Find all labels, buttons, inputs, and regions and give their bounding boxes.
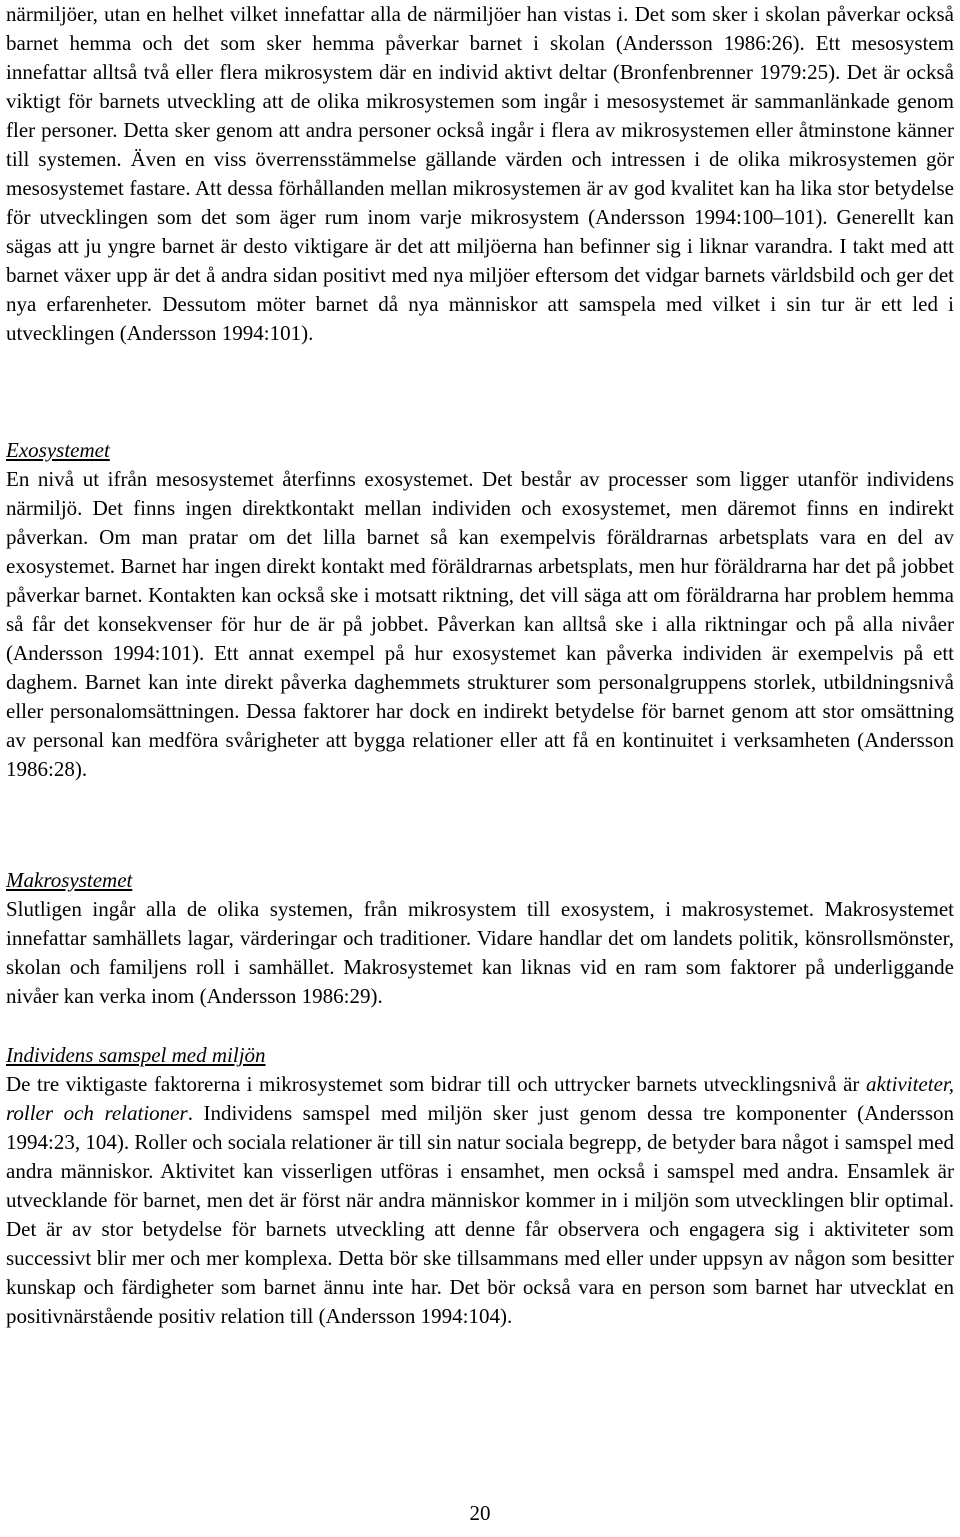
section-heading-individens-samspel: Individens samspel med miljön <box>6 1043 266 1067</box>
section-text-exosystemet: En nivå ut ifrån mesosystemet återfinns exosystemet. Det består av processer som ligger utanför individens närmiljö. Det finns ingen direktkontakt mellan individen och exosystemet, men däremot finns en indirekt påverkan. Om man pratar om det lilla barnet så kan exempelvis föräldrarnas arbetsplats vara en del av exosystemet. Barnet har ingen direkt kontakt med föräldrarnas arbetsplats, men hur föräldrarna har det på jobbet påverkar barnet. Kontakten kan också ske i motsatt riktning, det vill säga att om föräldrarna har problem hemma så får det konsekvenser för hur de är på jobbet. Påverkan kan alltså ske i alla riktningar och på alla nivåer (Andersson 1994:101). Ett annat exempel på hur exosystemet kan påverka individen är exempelvis på ett daghem. Barnet kan inte direkt påverka daghemmets strukturer som personalgruppens storlek, utbildningsnivå eller personalomsättningen. Dessa faktorer har dock en indirekt betydelse för barnet genom att stor omsättning av personal kan medföra svårigheter att bygga relationer eller att få en kontinuitet i verksamheten (Andersson 1986:28). <box>6 467 954 781</box>
text-before-emphasis: De tre viktigaste faktorerna i mikrosystemet som bidrar till och uttrycker barnets utvecklingsnivå är <box>6 1072 866 1096</box>
section-individens-samspel <box>6 1041 954 1331</box>
section-text-makrosystemet: Slutligen ingår alla de olika systemen, från mikrosystem till exosystem, i makrosystemet. Makrosystemet innefattar samhällets lagar, värderingar och traditioner. Vidare handlar det om landets politik, könsrollsmönster, skolan och familjens roll i samhället. Makrosystemet kan liknas vid en ram som faktorer på underliggande nivåer kan verka inom (Andersson 1986:29). <box>6 897 954 1008</box>
section-heading-makrosystemet: Makrosystemet <box>6 868 133 892</box>
page-number: 20 <box>469 1501 491 1525</box>
intro-section <box>6 0 954 348</box>
section-exosystemet <box>6 436 954 784</box>
text-after-emphasis: . Individens samspel med miljön sker just genom dessa tre komponenter (Andersson 1994:23, 104). Roller och sociala relationer är till sin natur sociala begrepp, de betyder bara något i samspel med andra människor. Aktivitet kan visserligen utföras i ensamhet, men också i samspel med andra. Ensamlek är utvecklande för barnet, men det är först när andra människor kommer in i miljön som utvecklingen blir optimal. Det är av stor betydelse för barnets utveckling att denne får observera och engagera sig i aktiviteter som successivt blir mer och mer komplexa. Detta bör ske tillsammans med eller under uppsyn av någon som besitter kunskap och färdigheter som barnet ännu inte har. Det bör också vara en person som barnet har utvecklat en positivnärstående positiv relation till (Andersson 1994:104). <box>6 1101 954 1328</box>
section-makrosystemet <box>6 866 954 1011</box>
emphasized-terms: aktiviteter, roller och relationer <box>6 1072 954 1125</box>
section-heading-exosystemet: Exosystemet <box>6 438 110 462</box>
section-text-individens-samspel <box>6 1070 954 1331</box>
intro-paragraph: närmiljöer, utan en helhet vilket innefattar alla de närmiljöer han vistas i. Det som sker i skolan påverkar också barnet hemma och det som sker hemma påverkar barnet i skolan (Andersson 1986:26). Ett mesosystem innefattar alltså två eller flera mikrosystem där en individ aktivt deltar (Bronfenbrenner 1979:25). Det är också viktigt för barnets utveckling att de olika mikrosystemen som ingår i mesosystemet är sammanlänkade genom fler personer. Detta sker genom att andra personer också ingår i flera av mikrosystemen eller åtminstone känner till systemen. Även en viss överrensstämmelse gällande värden och intressen i de olika mikrosystemen gör mesosystemet fastare. Att dessa förhållanden mellan mikrosystemen är av god kvalitet kan ha lika stor betydelse för utvecklingen som det som äger rum inom varje mikrosystem (Andersson 1994:100–101). Generellt kan sägas att ju yngre barnet är desto viktigare är det att miljöerna han befinner sig i liknar varandra. I takt med att barnet växer upp är det å andra sidan positivt med nya miljöer eftersom det vidgar barnets världsbild och ger det nya erfarenheter. Dessutom möter barnet då nya människor att samspela med vilket i sin tur är ett led i utvecklingen (Andersson 1994:101). <box>6 2 954 345</box>
